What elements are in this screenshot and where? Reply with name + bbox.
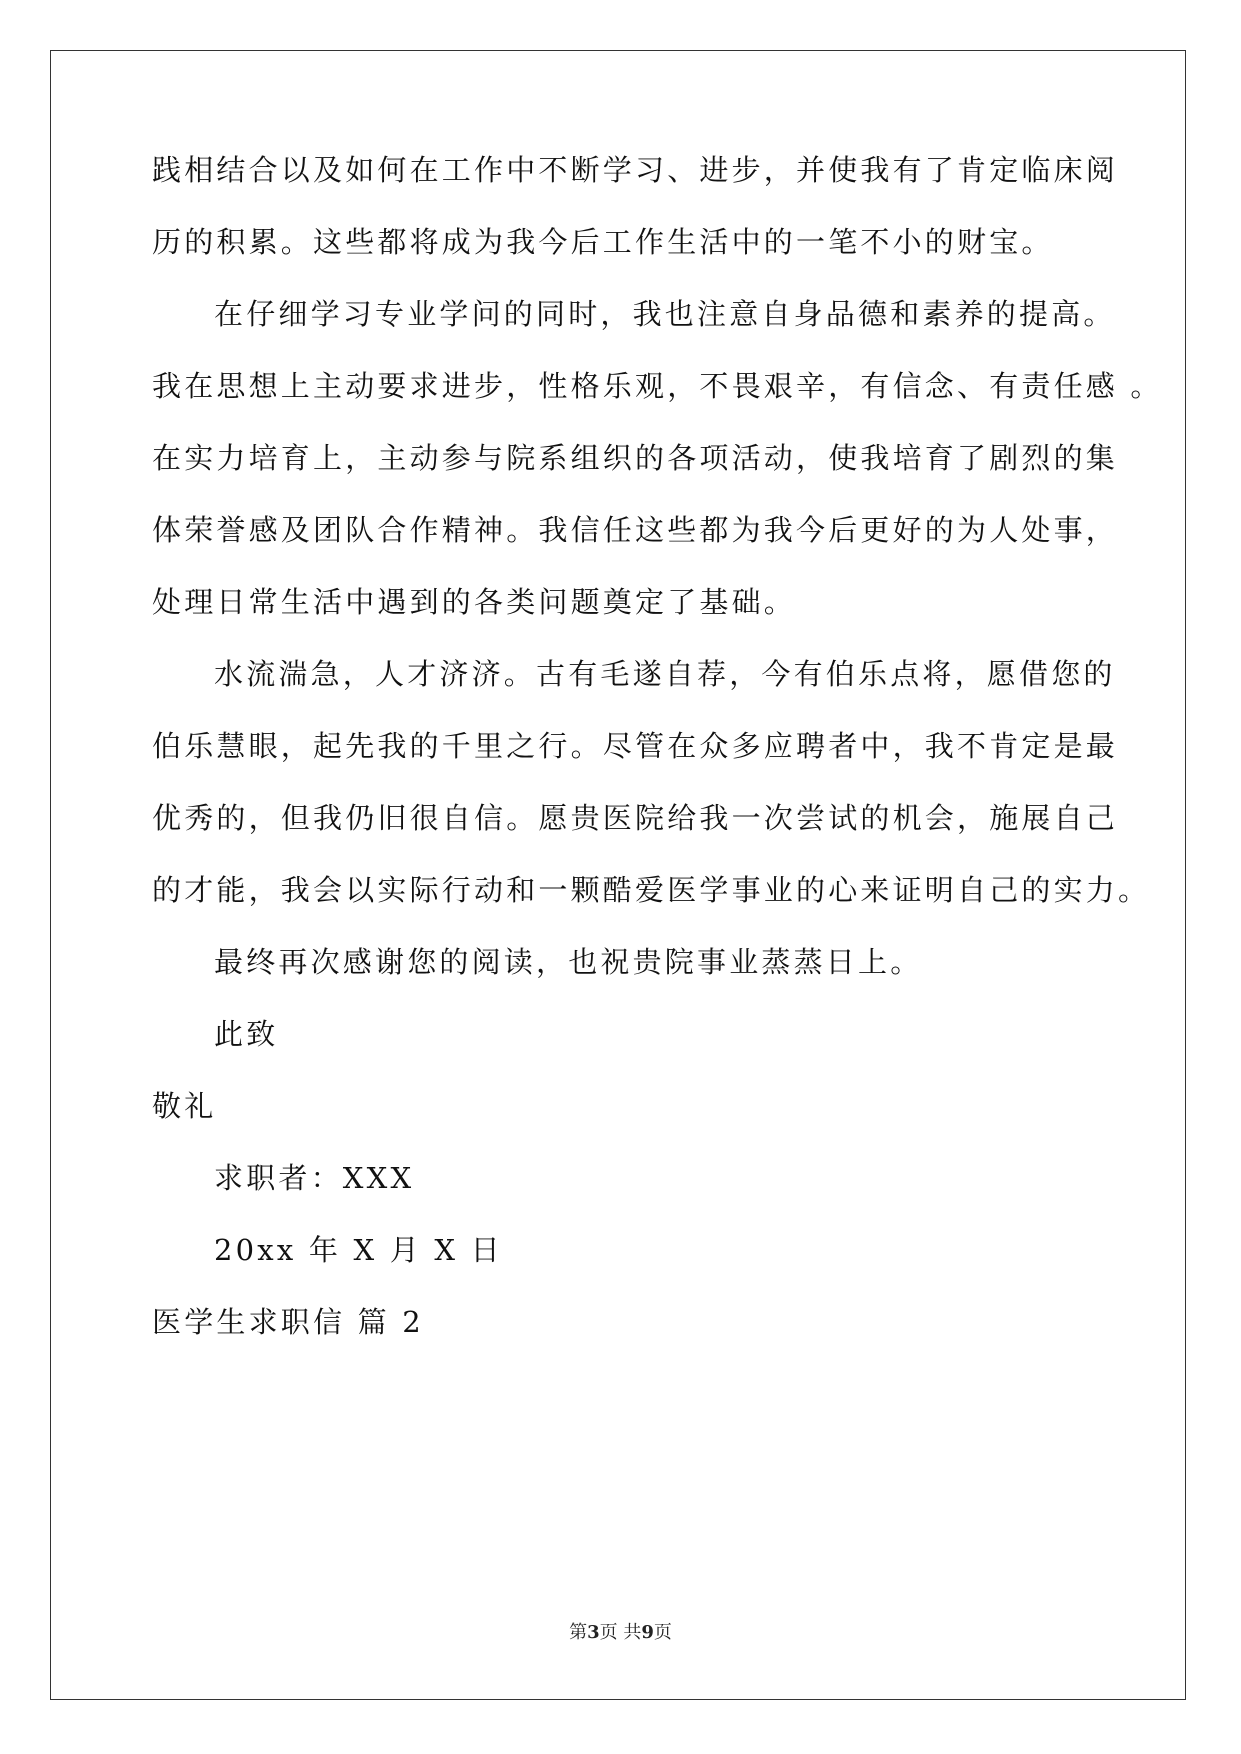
footer-suffix: 页 [653, 1622, 672, 1643]
body-line-11: 的才能，我会以实际行动和一颗酷爱医学事业的心来证明自己的实力。 [152, 873, 1151, 907]
body-line-8: 水流湍急，人才济济。古有毛遂自荐，今有伯乐点将，愿借您的 [214, 657, 1116, 691]
body-line-10: 优秀的，但我仍旧很自信。愿贵医院给我一次尝试的机会，施展自己 [152, 801, 1119, 835]
footer-prefix: 第 [569, 1622, 588, 1643]
salutation-cizhi: 此致 [214, 1017, 279, 1051]
footer-current-page: 3 [587, 1622, 600, 1643]
body-line-1: 践相结合以及如何在工作中不断学习、进步，并使我有了肯定临床阅 [152, 153, 1119, 187]
section-heading: 医学生求职信 篇 2 [152, 1305, 424, 1339]
signature-applicant: 求职者：XXX [214, 1161, 415, 1195]
signature-date: 20xx 年 X 月 X 日 [214, 1233, 503, 1267]
footer-middle: 页 共 [599, 1622, 642, 1643]
body-line-3: 在仔细学习专业学问的同时，我也注意自身品德和素养的提高。 [214, 297, 1116, 331]
body-line-5: 在实力培育上，主动参与院系组织的各项活动，使我培育了剧烈的集 [152, 441, 1119, 475]
footer-total-pages: 9 [641, 1622, 654, 1643]
closing-line: 最终再次感谢您的阅读，也祝贵院事业蒸蒸日上。 [214, 945, 923, 979]
page-footer [0, 1622, 1241, 1644]
body-line-4: 我在思想上主动要求进步，性格乐观，不畏艰辛，有信念、有责任感 。 [152, 369, 1163, 403]
body-line-9: 伯乐慧眼，起先我的千里之行。尽管在众多应聘者中，我不肯定是最 [152, 729, 1119, 763]
salutation-jingli: 敬礼 [152, 1089, 217, 1123]
body-line-7: 处理日常生活中遇到的各类问题奠定了基础。 [152, 585, 797, 619]
body-line-2: 历的积累。这些都将成为我今后工作生活中的一笔不小的财宝。 [152, 225, 1054, 259]
body-line-6: 体荣誉感及团队合作精神。我信任这些都为我今后更好的为人处事， [152, 513, 1119, 547]
